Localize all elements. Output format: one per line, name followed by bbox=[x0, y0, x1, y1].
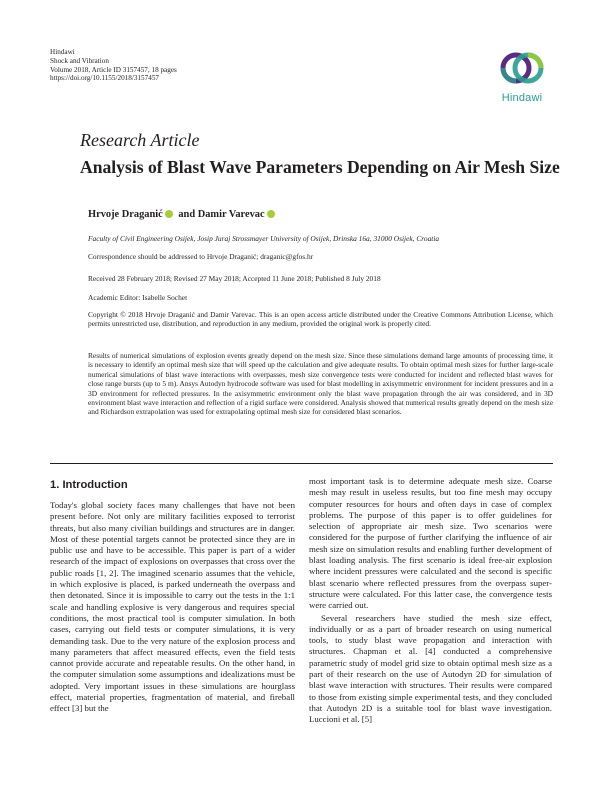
article-title: Analysis of Blast Wave Parameters Depending on Air Mesh Size bbox=[80, 157, 560, 177]
body-paragraph: Several researchers have studied the mesh size effect, individually or as a part of broader research on using numerical tools, to study blast wave propagation and interaction with structures. Chapman et al. [4] conducted a comprehensive parametric study of model grid size to obtain optimal mesh size as a part of their research on the use of Autodyn 2D for simulation of blast wave interaction with structures. Their results were compared to those from existing simple experimental tests, and they concluded that Autodyn 2D is a suitable tool for blast wave investigation. Luccioni et al. [5] bbox=[309, 612, 552, 725]
hindawi-rings-icon bbox=[492, 46, 552, 90]
logo-wordmark: Hindawi bbox=[501, 92, 543, 104]
orcid-icon[interactable] bbox=[267, 210, 275, 218]
body-column-left bbox=[50, 500, 295, 715]
author-name[interactable]: Damir Varevac bbox=[197, 209, 265, 220]
journal-header bbox=[50, 48, 177, 83]
volume-info: Volume 2018, Article ID 3157457, 18 pages bbox=[50, 65, 177, 74]
body-paragraph: Today's global society faces many challenges that have not been present before. Not only are military facilities exposed to terrorist threats, but also many civilian buildings and structures are in danger. Most of these potential targets cannot be protected since they are in public use and have to be accessible. This paper is part of a wider research of the impact of explosions on overpasses that cross over the public roads [1, 2]. The imagined scenario assumes that the vehicle, in which explosive is placed, is parked underneath the overpass and then detonated. Since it is impossible to carry out the tests in the 1:1 scale and handling explosive is very dangerous and requires special conditions, the most practical tool is computer simulation. In both cases, carrying out field tests or computer simulations, it is very demanding task. Due to the very nature of the explosion process and many parameters that affect measured effects, even the field tests cannot provide accurate and repeatable results. On the other hand, in the computer simulation some assumptions and idealizations must be adopted. Very important issues in these simulations are hourglass effect, material properties, fragmentation of material, and fireball effect [3] but the bbox=[50, 500, 296, 714]
abstract: Results of numerical simulations of explosion events greatly depend on the mesh size. Since these simulations demand large amounts of processing time, it is necessary to identify an optimal mesh size that will speed up the calculation and give adequate results. To obtain optimal mesh sizes for further large-scale numerical simulations of blast wave interactions with overpasses, mesh size convergence tests were conducted for incident and reflected blast waves for close range bursts (up to 5 m). Ansys Autodyn hydrocode software was used for blast modelling in axisymmetric environment for incident pressures and in a 3D environment for reflected pressures. In the axisymmetric environment only the blast wave propagation through the air was considered, and in 3D environment blast wave interaction and reflection of a rigid surface were considered. Analysis showed that numerical results greatly depend on the mesh size and Richardson extrapolation was used for extrapolating optimal mesh size for considered blast scenarios. bbox=[88, 351, 553, 417]
journal-name: Shock and Vibration bbox=[50, 56, 109, 65]
copyright-notice: Copyright © 2018 Hrvoje Draganić and Damir Varevac. This is an open access article distributed under the Creative Commons Attribution License, which permits unrestricted use, distribution, and reproduction in any medium, provided the original work is properly cited. bbox=[88, 310, 553, 329]
body-paragraph: most important task is to determine adequate mesh size. Coarse mesh may result in useless results, but too fine mesh may occupy computer resources for hours and often days in case of complex problems. The purpose of this paper is to offer guidelines for selection of appropriate air mesh size. Two scenarios were considered for the purpose of further clarifying the influence of air mesh size on simulation results and enabling further development of blast loading analysis. The first scenario is ideal free-air explosion where incident pressures were calculated and the second is specific blast scenario where reflected pressures from the overpass super-structure were calculated. For this latter case, the convergence tests were carried out. bbox=[309, 476, 552, 611]
academic-editor: Academic Editor: Isabelle Sochet bbox=[88, 293, 188, 302]
correspondence: Correspondence should be addressed to Hrvoje Draganić; draganic@gfos.hr bbox=[88, 252, 314, 261]
hindawi-logo bbox=[492, 46, 552, 110]
publication-dates: Received 28 February 2018; Revised 27 May 2018; Accepted 11 June 2018; Published 8 July 2018 bbox=[88, 274, 381, 283]
body-column-right bbox=[309, 476, 552, 726]
publisher-name: Hindawi bbox=[50, 48, 75, 56]
author-conjunction: and bbox=[178, 209, 196, 220]
affiliation: Faculty of Civil Engineering Osijek, Josip Juraj Strossmayer University of Osijek, Drinska 16a, 31000 Osijek, Croatia bbox=[88, 234, 440, 243]
orcid-icon[interactable] bbox=[165, 210, 173, 218]
section-divider bbox=[50, 463, 553, 464]
doi-link[interactable]: https://doi.org/10.1155/2018/3157457 bbox=[50, 74, 160, 83]
article-type: Research Article bbox=[80, 130, 200, 150]
author-name[interactable]: Hrvoje Draganić bbox=[88, 209, 163, 220]
author-list bbox=[88, 209, 278, 220]
section-heading: 1. Introduction bbox=[50, 479, 128, 491]
